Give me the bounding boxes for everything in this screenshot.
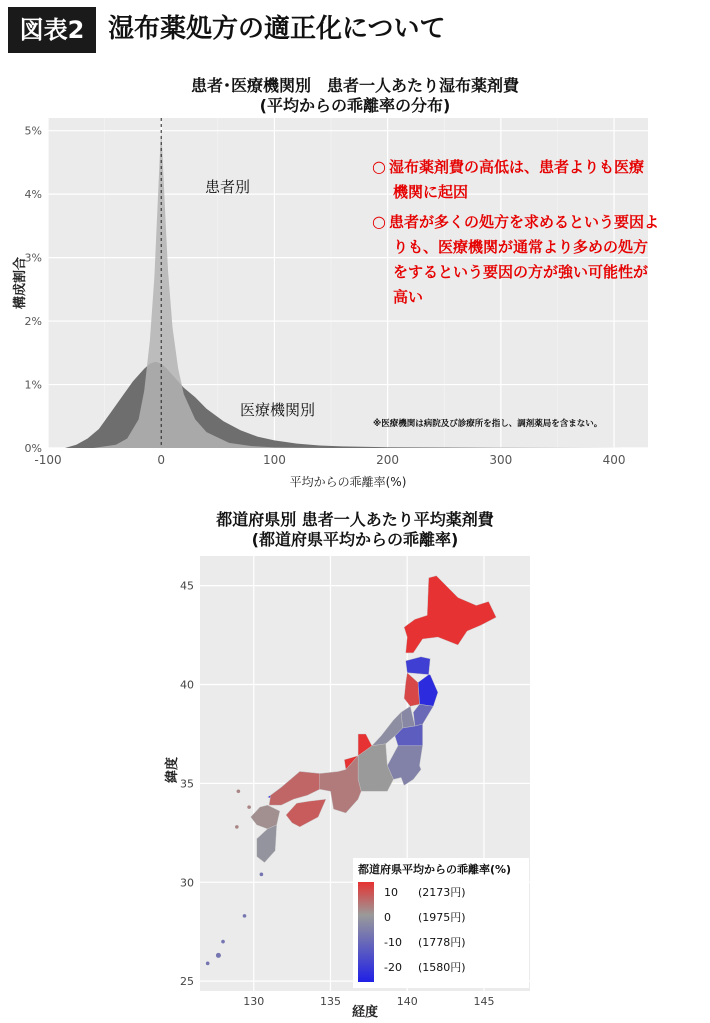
island-marker bbox=[260, 873, 264, 877]
map-x-tick-label: 130 bbox=[243, 995, 265, 1008]
y-tick-label: 2% bbox=[24, 315, 42, 329]
map-x-axis-label: 経度 bbox=[351, 1005, 379, 1020]
legend-value: -20 bbox=[384, 961, 402, 974]
bullet-text-line: 患者が多くの処方を求めるという要因よ bbox=[389, 213, 660, 231]
chart1-title: 患者･医療機関別 患者一人あたり湿布薬剤費 bbox=[190, 76, 519, 95]
bullet-mark: ○ bbox=[372, 212, 386, 231]
map-y-tick-label: 45 bbox=[180, 579, 194, 593]
y-tick-label: 0% bbox=[24, 442, 42, 455]
legend-amount: (1580円) bbox=[418, 961, 466, 974]
map-x-tick-label: 140 bbox=[396, 995, 418, 1008]
x-tick-label: 300 bbox=[489, 453, 513, 467]
bullet-text-line: 機関に起因 bbox=[393, 183, 469, 201]
map-y-tick-label: 25 bbox=[180, 975, 194, 989]
map-x-tick-label: 145 bbox=[473, 995, 495, 1008]
legend-amount: (1975円) bbox=[418, 911, 466, 924]
x-tick-label: 0 bbox=[157, 453, 166, 467]
chart-note: ※医療機関は病院及び診療所を指し、調剤薬局を含まない。 bbox=[373, 419, 603, 429]
map-y-tick-label: 30 bbox=[180, 876, 194, 890]
bullet-text-line: 湿布薬剤費の高低は、患者よりも医療 bbox=[389, 158, 645, 176]
map-y-tick-label: 35 bbox=[180, 777, 194, 791]
island-marker bbox=[216, 953, 221, 958]
legend-title: 都道府県平均からの乖離率(%) bbox=[358, 863, 512, 876]
figure-badge: 図表2 bbox=[8, 7, 96, 53]
legend-color-bar bbox=[358, 882, 374, 982]
x-tick-label: 100 bbox=[262, 453, 286, 467]
label-patient: 患者別 bbox=[205, 178, 251, 196]
page-title: 湿布薬処方の適正化について bbox=[108, 14, 446, 44]
island-marker bbox=[221, 940, 225, 944]
y-tick-label: 5% bbox=[24, 124, 42, 138]
island-marker bbox=[247, 805, 251, 809]
island-marker bbox=[206, 962, 210, 966]
map-y-tick-label: 40 bbox=[180, 678, 194, 692]
island-marker bbox=[243, 914, 247, 918]
bullet-text-line: 高い bbox=[393, 288, 424, 306]
legend-value: 0 bbox=[384, 911, 391, 924]
y-tick-label: 1% bbox=[24, 378, 42, 392]
x-axis-label: 平均からの乖離率(%) bbox=[289, 475, 407, 489]
chart2-subtitle: (都道府県平均からの乖離率) bbox=[251, 530, 459, 549]
map-y-axis-label: 緯度 bbox=[165, 756, 180, 784]
x-tick-label: -100 bbox=[34, 453, 62, 467]
x-tick-label: 400 bbox=[602, 453, 626, 467]
y-axis-label: 構成割合 bbox=[13, 256, 28, 310]
chart2-title: 都道府県別 患者一人あたり平均薬剤費 bbox=[216, 510, 494, 529]
bullet-text-line: りも、医療機関が通常より多めの処方 bbox=[393, 238, 649, 256]
legend-value: 10 bbox=[384, 886, 398, 899]
legend-value: -10 bbox=[384, 936, 402, 949]
legend-amount: (2173円) bbox=[418, 886, 466, 899]
legend-amount: (1778円) bbox=[418, 936, 466, 949]
y-tick-label: 3% bbox=[24, 251, 42, 265]
y-tick-label: 4% bbox=[24, 188, 42, 202]
bullet-text-line: をするという要因の方が強い可能性が bbox=[393, 263, 649, 281]
island-marker bbox=[235, 825, 239, 829]
x-tick-label: 200 bbox=[376, 453, 400, 467]
map-x-tick-label: 135 bbox=[319, 995, 341, 1008]
bullet-mark: ○ bbox=[372, 157, 386, 176]
label-institution: 医療機関別 bbox=[240, 401, 316, 419]
chart1-subtitle: (平均からの乖離率の分布) bbox=[259, 96, 451, 115]
island-marker bbox=[237, 789, 241, 793]
